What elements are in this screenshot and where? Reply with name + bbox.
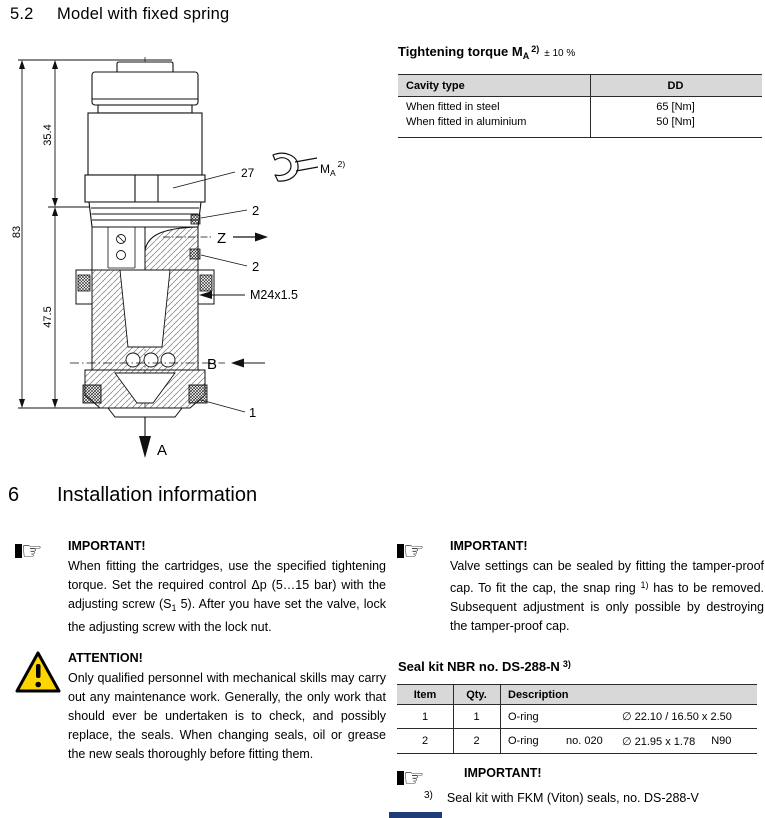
item1-label: 1 bbox=[249, 405, 257, 420]
table-divider bbox=[500, 685, 501, 753]
hex-size-label: 27 bbox=[241, 166, 255, 180]
col-dd: DD bbox=[667, 79, 684, 92]
pointing-hand-icon bbox=[14, 537, 68, 637]
torque-table-header bbox=[398, 75, 762, 97]
note-body: Only qualified personnel with mechanical skills may carry out any maintenance work. Generally, the only work that should ever be undertaken is to check, and possibly replace, the seals. When changing seals, oil or grease the new seals thoroughly before fitting them. bbox=[68, 671, 386, 761]
cavity-steel: When fitted in steel bbox=[406, 100, 500, 113]
seal-kit-header bbox=[397, 685, 757, 705]
section-number: 6 bbox=[8, 484, 20, 506]
subscript: 1 bbox=[171, 603, 177, 613]
svg-text:☞: ☞ bbox=[403, 765, 425, 792]
note-body: 5). After you have set the valve, lock the adjusting screw with the lock nut. bbox=[68, 597, 387, 634]
dim-upper-35-4: 35.4 bbox=[42, 124, 54, 146]
table-divider bbox=[590, 75, 591, 137]
important-note-fitting bbox=[14, 537, 386, 637]
torque-title-sub: A bbox=[522, 51, 530, 61]
seal-size: ∅ 22.10 / 16.50 x 2.50 bbox=[622, 711, 732, 723]
note-heading: ATTENTION! bbox=[68, 651, 143, 665]
cross-drilled-hole bbox=[161, 353, 175, 367]
svg-text:☞: ☞ bbox=[403, 538, 425, 565]
valve-outline bbox=[85, 62, 205, 227]
footnote-ref: 1) bbox=[640, 580, 649, 590]
seal-part-no: no. 020 bbox=[566, 735, 603, 747]
torque-symbol-label: $M_A^{2)}$ bbox=[320, 159, 346, 178]
leader-2b bbox=[201, 255, 247, 266]
table-row bbox=[397, 729, 757, 753]
torque-title-text: Tightening torque M bbox=[398, 44, 523, 59]
table-row bbox=[398, 116, 762, 137]
table-divider bbox=[453, 685, 454, 753]
o-ring-item1 bbox=[83, 385, 101, 403]
table-row bbox=[397, 705, 757, 729]
seal-name: O-ring bbox=[508, 735, 539, 747]
section-number: 5.2 bbox=[10, 5, 34, 23]
pointing-hand-icon bbox=[396, 537, 450, 636]
note-body: When fitting the cartridges, use the specified tightening torque. Set the required control Δp (5…15 bar) with the adjusting screw (S bbox=[68, 559, 386, 611]
note-heading: IMPORTANT! bbox=[464, 766, 542, 780]
svg-text:☞: ☞ bbox=[21, 538, 43, 565]
a-label: A bbox=[157, 442, 168, 459]
cross-drilled-hole bbox=[144, 353, 158, 367]
important-note-fkm bbox=[396, 764, 764, 808]
section-title: Installation information bbox=[57, 484, 258, 506]
o-ring-item2 bbox=[191, 215, 200, 224]
dimension-arrows bbox=[19, 60, 58, 408]
torque-aluminium: 50 [Nm] bbox=[656, 116, 695, 128]
sectioned-body bbox=[76, 215, 214, 417]
col-qty: Qty. bbox=[466, 688, 487, 701]
item-no: 1 bbox=[421, 710, 429, 723]
dim-lower-47-5: 47.5 bbox=[42, 306, 54, 328]
o-ring-item2 bbox=[190, 249, 200, 259]
o-ring-seal bbox=[78, 275, 90, 291]
a-arrow-head bbox=[139, 436, 151, 458]
note-body: Valve settings can be sealed by fitting the tamper-proof cap. To fit the cap, the snap ring bbox=[450, 559, 764, 595]
seal-kit-title-text: Seal kit NBR no. DS-288-N bbox=[398, 659, 560, 674]
leader-1 bbox=[201, 400, 245, 412]
z-label: Z bbox=[217, 230, 227, 247]
torque-table-title bbox=[398, 44, 575, 61]
col-description: Description bbox=[508, 688, 569, 701]
section-title: Model with fixed spring bbox=[57, 5, 230, 23]
valve-nose bbox=[108, 408, 182, 417]
section-5-2-heading bbox=[10, 5, 229, 24]
seal-kit-title bbox=[398, 659, 571, 674]
o-ring-item1 bbox=[189, 385, 207, 403]
item-no: 2 bbox=[421, 735, 429, 747]
warning-triangle-icon bbox=[14, 649, 68, 764]
cross-drilled-hole bbox=[126, 353, 140, 367]
section-6-heading bbox=[8, 484, 257, 507]
torque-steel: 65 [Nm] bbox=[656, 100, 695, 113]
item2-label-b: 2 bbox=[252, 259, 260, 274]
next-section-bar bbox=[389, 812, 442, 818]
item2-label-a: 2 bbox=[252, 203, 260, 218]
note-body: has to be removed. Subsequent adjustment is only possible by destroying the tamper-proof cap. bbox=[450, 581, 764, 633]
b-arrow-head bbox=[231, 359, 244, 368]
qty: 2 bbox=[473, 735, 480, 747]
seal-size: ∅ 21.95 x 1.78 bbox=[622, 735, 696, 748]
o-ring-seal bbox=[200, 275, 212, 291]
col-item: Item bbox=[413, 688, 437, 701]
seal-grade: N90 bbox=[711, 735, 732, 747]
attention-note bbox=[14, 649, 386, 764]
note-heading: IMPORTANT! bbox=[450, 539, 528, 553]
footnote-marker: 3) bbox=[424, 790, 433, 801]
torque-table bbox=[398, 74, 762, 138]
dim-overall-83: 83 bbox=[11, 225, 23, 239]
table-row bbox=[398, 97, 762, 116]
internal-bore bbox=[120, 270, 170, 347]
col-cavity-type: Cavity type bbox=[406, 79, 465, 92]
b-label: B bbox=[207, 356, 218, 373]
torque-tolerance: ± 10 % bbox=[544, 48, 576, 59]
cavity-aluminium: When fitted in aluminium bbox=[406, 116, 527, 128]
footnote-text: Seal kit with FKM (Viton) seals, no. DS-288-V bbox=[446, 791, 699, 805]
qty: 1 bbox=[473, 710, 480, 723]
important-note-sealing bbox=[396, 537, 764, 636]
torque-title-footnote: 2) bbox=[531, 44, 540, 54]
seal-kit-footnote: 3) bbox=[562, 659, 571, 669]
thread-label: M24x1.5 bbox=[250, 288, 298, 302]
wrench-icon bbox=[273, 153, 318, 181]
z-arrow-head bbox=[255, 233, 268, 242]
seal-kit-table bbox=[397, 684, 757, 754]
note-heading: IMPORTANT! bbox=[68, 539, 146, 553]
seal-name: O-ring bbox=[508, 710, 539, 723]
valve-cross-section-drawing bbox=[5, 55, 360, 475]
leader-2a bbox=[201, 210, 247, 218]
